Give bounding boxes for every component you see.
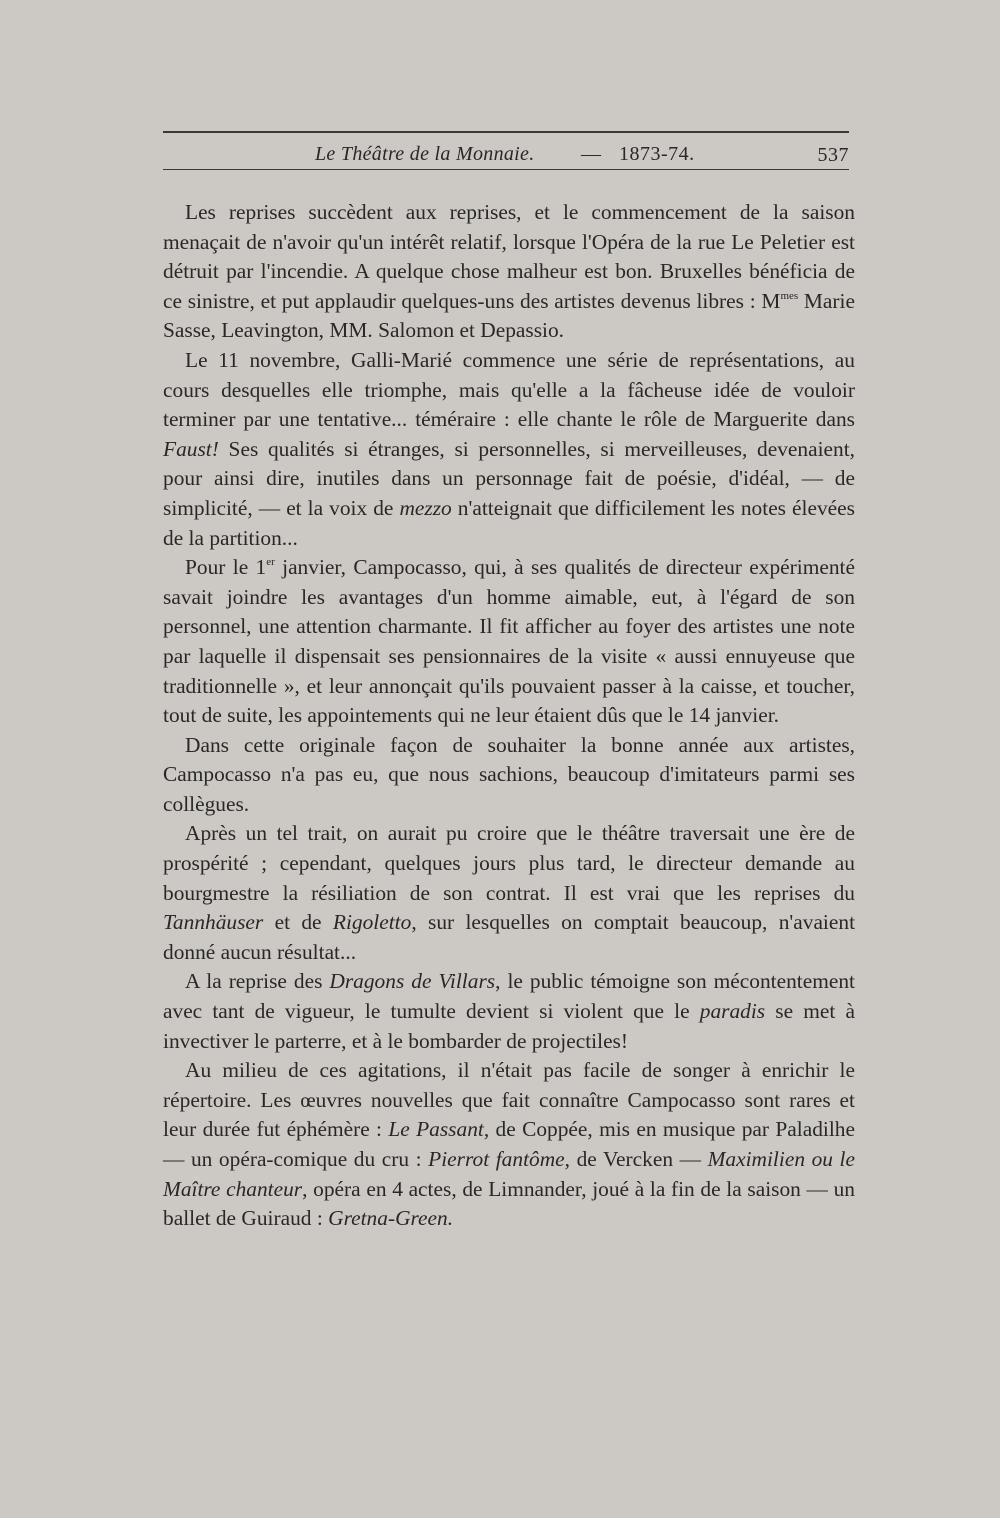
text-run: janvier, Campocasso, qui, à ses qualités de directeur expérimenté savait joindre les avantages d'un homme aimable, eut, à l'égard de son personnel, une attention charmante. Il fit afficher au foyer des artistes une note par laquelle il dispensait ses pensionnaires de la visite « aussi ennuyeuse que traditionnelle », et leur annonçait qu'ils pouvaient passer à la caisse, et toucher, tout de suite, les appointements qui ne leur étaient dûs que le 14 janvier. [163, 555, 855, 728]
italic-text: mezzo [399, 495, 452, 520]
text-run: Après un tel trait, on aurait pu croire que le théâtre traversait une ère de prospérité ; cependant, quelques jours plus tard, le directeur demande au bourgmestre la résiliation de son contrat. Il est vrai que les reprises du [163, 821, 855, 905]
paragraph [163, 346, 855, 553]
body-text [163, 198, 855, 1234]
text-run: Marie Sasse, Leavington, MM. Salomon et Depassio. [163, 288, 855, 343]
italic-text: Faust! [163, 436, 219, 461]
italic-text: paradis [699, 999, 766, 1024]
paragraph [163, 967, 855, 1056]
text-run: , de Coppée, mis en musique par Paladilhe — un opéra-comique du cru : [163, 1117, 855, 1171]
text-run: , le public témoigne son mécontentement avec tant de vigueur, le tumulte devient si violent que le [163, 969, 855, 1024]
text-run: n'atteignait que difficilement les notes élevées de la partition... [163, 495, 855, 550]
paragraph [163, 1056, 855, 1234]
text-run: , opéra en 4 actes, de Limnander, joué à la fin de la saison — un ballet de Guiraud : [163, 1176, 855, 1231]
header-bottom-rule [163, 169, 849, 170]
italic-text: Pierrot fantôme [428, 1147, 565, 1171]
running-title: Le Théâtre de la Monnaie. [315, 143, 535, 165]
italic-text: Dragons de Villars [329, 969, 496, 994]
text-run: Ses qualités si étranges, si personnelles, si merveilleuses, devenaient, pour ainsi dire, inutiles dans un personnage fait de poésie, d'idéal, — de simplicité, — et la voix de [163, 436, 855, 520]
italic-text: Maximilien ou le Maître chanteur [163, 1147, 855, 1201]
italic-text: Gretna-Green. [328, 1206, 454, 1231]
paragraph [163, 731, 855, 820]
text-run: se met à invectiver le parterre, et à le bombarder de projectiles! [163, 999, 855, 1053]
running-separator: — [581, 143, 601, 165]
text-run: , sur lesquelles on comptait beaucoup, n'avaient donné aucun résultat... [163, 910, 856, 964]
running-years: 1873-74. [619, 143, 695, 165]
running-header [163, 140, 849, 168]
superscript-text: mes [780, 289, 799, 302]
text-run: Le 11 novembre, Galli-Marié commence une série de représentations, au cours desquelles elle triomphe, mais qu'elle a la fâcheuse idée de vouloir terminer par une tentative... téméraire : elle chante le rôle de Marguerite dans [163, 347, 855, 432]
italic-text: Tannhäuser [163, 910, 264, 935]
text-run: Dans cette originale façon de souhaiter la bonne année aux artistes, Campocasso n'a pas eu, que nous sachions, beaucoup d'imitateurs parmi ses collègues. [163, 732, 855, 816]
text-run: A la reprise des [185, 969, 330, 994]
page-number: 537 [817, 144, 849, 166]
text-run: et de [263, 910, 333, 935]
header-top-rule [163, 131, 849, 133]
paragraph [163, 198, 855, 346]
text-run: Pour le 1 [185, 555, 267, 580]
text-run: Au milieu de ces agitations, il n'était pas facile de songer à enrichir le répertoire. Les œuvres nouvelles que fait connaître Campocasso sont rares et leur durée fut éphémère : [163, 1058, 855, 1142]
italic-text: Rigoletto [332, 910, 412, 935]
text-run: , de Vercken — [564, 1147, 708, 1171]
italic-text: Le Passant [388, 1117, 484, 1142]
superscript-text: er [266, 556, 275, 569]
paragraph [163, 553, 855, 731]
text-run: Les reprises succèdent aux reprises, et le commencement de la saison menaçait de n'avoir qu'un intérêt relatif, lorsque l'Opéra de la rue Le Peletier est détruit par l'incendie. A quelque chose malheur est bon. Bruxelles bénéficia de ce sinistre, et put applaudir quelques-uns des artistes devenus libres : M [163, 200, 855, 313]
paragraph [163, 819, 855, 967]
